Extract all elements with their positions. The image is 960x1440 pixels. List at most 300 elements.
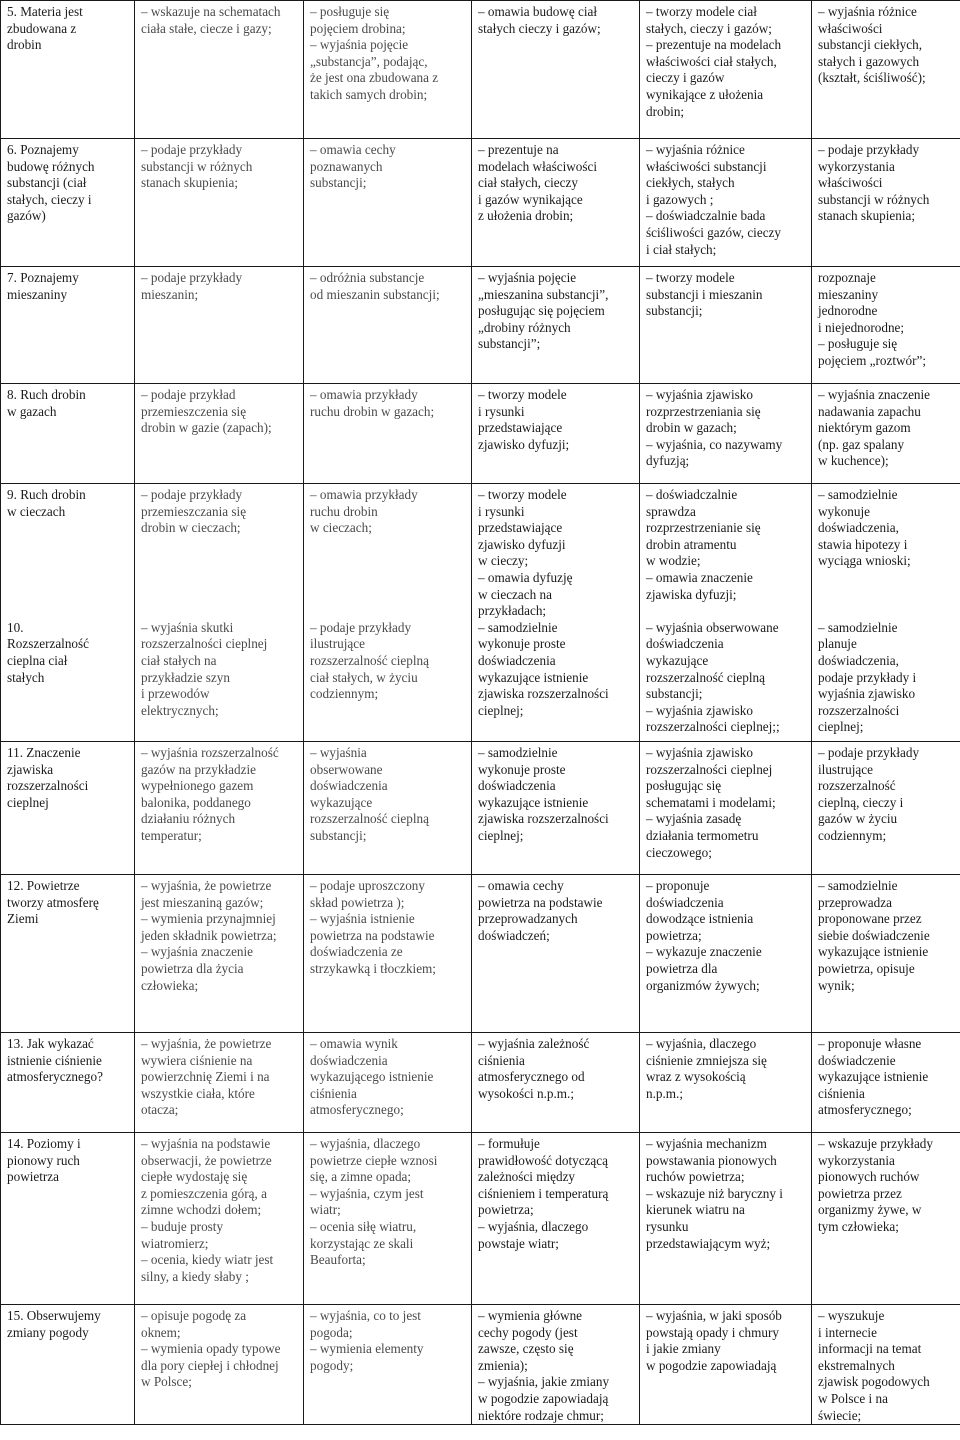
cell-text-line: i internecie — [818, 1324, 877, 1340]
cell-text-line: właściwości — [818, 175, 883, 191]
cell-text-line: przemieszczenia się — [141, 403, 247, 419]
cell-requirements-level-2 — [304, 1305, 472, 1425]
cell-text-line — [818, 570, 956, 587]
cell-text-line: – wyjaśnia, co nazywamy — [646, 436, 783, 452]
cell-text-line — [141, 587, 299, 604]
cell-text-line: Ziemi — [7, 911, 39, 927]
cell-text-line: i niejednorodne; — [818, 319, 905, 335]
cell-text-line: przykładzie szyn — [141, 669, 230, 685]
cell-text-line: wyjaśnia zjawisko — [818, 686, 916, 702]
cell-text-line: doświadczenia — [310, 1052, 388, 1068]
cell-text-line: wraz z wysokością — [646, 1069, 746, 1085]
cell-requirements-level-3 — [472, 742, 640, 875]
cell-text-line: wykonuje — [818, 503, 871, 519]
cell-text-line: stanach skupienia; — [141, 175, 239, 191]
cell-text-line: rozszerzalności cieplnej — [646, 761, 773, 777]
cell-text-line: ciekłych, stałych — [646, 175, 735, 191]
cell-text-line: atmosferycznego? — [7, 1069, 103, 1085]
cell-text-line: ciepłe wydostaję się — [141, 1169, 248, 1185]
cell-text-line: – ocenia, kiedy wiatr jest — [141, 1252, 274, 1268]
cell-text-line: – omawia budowę ciał — [478, 4, 598, 19]
cell-text-line: – doświadczalnie bada — [646, 208, 766, 224]
cell-text-line — [7, 570, 130, 587]
cell-requirements-level-3 — [472, 384, 640, 484]
cell-text-line: atmosferycznego od — [478, 1069, 585, 1085]
cell-text-line — [310, 570, 467, 587]
cell-text-line: – wyjaśnia, co to jest — [310, 1308, 421, 1323]
cell-text-line: przemieszczania się — [141, 503, 247, 519]
cell-text-line: ilustrujące — [818, 761, 873, 777]
cell-text-line: wykazujące istnienie — [478, 794, 589, 810]
cell-text-line: ruchu drobin — [310, 503, 378, 519]
cell-lesson-topic — [1, 484, 135, 742]
cell-text-line: pojęciem „roztwór”; — [818, 352, 927, 368]
cell-text-line: – samodzielnie — [478, 745, 558, 760]
cell-text-line: drobin; — [646, 103, 685, 119]
cell-text-line: ruchu drobin w gazach; — [310, 403, 435, 419]
cell-text-line: cieplnej; — [478, 827, 524, 843]
cell-text-line — [310, 553, 467, 570]
table-row — [1, 484, 960, 742]
cell-text-line: w gazach — [7, 403, 57, 419]
cell-requirements-level-1 — [135, 875, 304, 1033]
cell-text-line: (np. gaz spalany — [818, 436, 905, 452]
cell-text-line: stałych, cieczy i gazów; — [646, 20, 772, 36]
cell-text-line: – podaje przykłady — [310, 619, 412, 635]
cell-text-line: z pomieszczenia górą, a — [141, 1185, 267, 1201]
cell-text-line: wykazujące istnienie — [818, 944, 929, 960]
cell-requirements-level-3 — [472, 1133, 640, 1305]
cell-requirements-level-3 — [472, 1, 640, 139]
cell-lesson-topic — [1, 384, 135, 484]
cell-text-line: przedstawiające — [478, 520, 563, 536]
cell-text-line: drobin — [7, 37, 42, 53]
cell-text-line: – podaje przykład — [141, 387, 236, 402]
cell-text-line: stałych — [7, 669, 45, 685]
cell-text-line: – wyjaśnia — [310, 745, 367, 760]
cell-requirements-level-4 — [640, 1305, 812, 1425]
cell-text-line: od mieszanin substancji; — [310, 286, 440, 302]
cell-requirements-level-1 — [135, 1305, 304, 1425]
cell-requirements-level-4 — [640, 139, 812, 267]
cell-text-line: atmosferycznego; — [818, 1102, 912, 1118]
cell-requirements-level-3 — [472, 875, 640, 1033]
cell-text-line: doświadczenia — [478, 652, 556, 668]
cell-text-line: ekstremalnych — [818, 1357, 895, 1373]
cell-text-line: – omawia cechy — [478, 878, 564, 893]
cell-text-line: – wyjaśnia zasadę — [646, 811, 742, 827]
cell-text-line: zjawiska — [7, 761, 54, 777]
cell-text-line: cieczowego; — [646, 844, 712, 860]
cell-text-line: wywiera ciśnienie na — [141, 1052, 253, 1068]
cell-text-line: rozszerzalność cieplną — [310, 811, 429, 827]
cell-lesson-topic — [1, 742, 135, 875]
cell-text-line: drobin w gazie (zapach); — [141, 420, 272, 436]
cell-requirements-level-2 — [304, 875, 472, 1033]
table-row — [1, 1305, 960, 1425]
cell-text-line: substancji w różnych — [818, 191, 930, 207]
cell-text-line: zawsze, często się — [478, 1341, 574, 1357]
cell-text-line: ciśnienia — [818, 1085, 865, 1101]
cell-text-line: wiatr; — [310, 1202, 341, 1218]
cell-requirements-level-3 — [472, 1305, 640, 1425]
cell-text-line: wynikające z ułożenia — [646, 86, 764, 102]
cell-text-line — [646, 603, 807, 620]
cell-text-line: – podaje przykłady — [141, 142, 243, 157]
cell-text-line: – wymienia główne — [478, 1308, 583, 1323]
cell-requirements-level-1 — [135, 267, 304, 384]
cell-text-line: wykazujące istnienie — [818, 1069, 929, 1085]
cell-text-line: – wyjaśnia, dlaczego — [646, 1036, 757, 1051]
cell-text-line: jest mieszaniną gazów; — [141, 894, 264, 910]
cell-text-line: – odróżnia substancje — [310, 270, 425, 285]
cell-text-line: – wyjaśnia pojęcie — [478, 270, 577, 285]
cell-text-line: powietrza, opisuje — [818, 960, 915, 976]
cell-text-line: niektóre rodzaje chmur; — [478, 1407, 604, 1423]
cell-text-line: powietrza dla — [646, 960, 718, 976]
cell-text-line: – wyjaśnia, że powietrze — [141, 878, 272, 893]
cell-requirements-level-5 — [812, 1033, 960, 1133]
cell-text-line: – ocenia siłę wiatru, — [310, 1218, 417, 1234]
cell-text-line: mieszanin; — [141, 286, 199, 302]
table-row — [1, 1, 960, 139]
cell-text-line: wykorzystania — [818, 158, 895, 174]
cell-text-line: – prezentuje na — [478, 142, 559, 157]
cell-text-line: zjawisko dyfuzji — [478, 536, 566, 552]
cell-text-line: siebie doświadczenie — [818, 927, 930, 943]
cell-requirements-level-1 — [135, 384, 304, 484]
cell-text-line: oknem; — [141, 1324, 181, 1340]
cell-text-line: rozprzestrzeniania się — [646, 403, 761, 419]
cell-text-line: wyciąga wnioski; — [818, 553, 911, 569]
cell-text-line: i gazów wynikające — [478, 191, 583, 207]
cell-text-line: – wyjaśnia, jakie zmiany — [478, 1374, 610, 1390]
cell-lesson-topic — [1, 1033, 135, 1133]
cell-text-line: posługując się — [646, 778, 722, 794]
cell-text-line: – formułuje — [478, 1136, 540, 1151]
cell-text-line: substancji w różnych — [141, 158, 253, 174]
cell-text-line: jednorodne — [818, 303, 878, 319]
cell-text-line: przedstawiającym wyż; — [646, 1235, 771, 1251]
cell-text-line: – wyjaśnia istnienie — [310, 911, 415, 927]
cell-text-line: temperatur; — [141, 827, 202, 843]
cell-text-line: doświadczenia ze — [310, 944, 403, 960]
cell-text-line: zjawiska rozszerzalności — [478, 811, 609, 827]
cell-text-line — [310, 603, 467, 620]
cell-text-line: – samodzielnie — [818, 487, 898, 502]
cell-text-line: substancji (ciał — [7, 175, 87, 191]
cell-lesson-topic — [1, 139, 135, 267]
cell-requirements-level-1 — [135, 742, 304, 875]
cell-text-line: przedstawiające — [478, 420, 563, 436]
cell-text-line: 12. Powietrze — [7, 878, 80, 893]
cell-text-line: – wyjaśnia mechanizm — [646, 1136, 767, 1151]
cell-requirements-level-4 — [640, 742, 812, 875]
cell-text-line: – wyjaśnia zjawisko — [646, 702, 753, 718]
cell-text-line: powstają opady i chmury — [646, 1324, 779, 1340]
cell-text-line: korzystając ze skali — [310, 1235, 414, 1251]
cell-text-line: skład powietrza ); — [310, 894, 405, 910]
cell-text-line: rozszerzalności — [818, 702, 900, 718]
cell-text-line: – posługuje się — [818, 336, 898, 352]
cell-text-line: – prezentuje na modelach — [646, 37, 782, 53]
cell-text-line — [7, 603, 130, 620]
cell-requirements-level-4 — [640, 875, 812, 1033]
cell-text-line: rozszerzalności cieplnej;; — [646, 719, 780, 735]
cell-text-line: – wyjaśnia znaczenie — [141, 944, 254, 960]
cell-requirements-level-5 — [812, 1305, 960, 1425]
cell-text-line: ciśnieniem i temperaturą — [478, 1185, 609, 1201]
cell-text-line: dyfuzją; — [646, 453, 690, 469]
cell-text-line: doświadczeń; — [478, 927, 550, 943]
cell-text-line: i ciał stałych; — [646, 241, 717, 257]
cell-text-line: sprawdza — [646, 503, 696, 519]
cell-text-line: doświadczenia — [646, 894, 724, 910]
cell-requirements-level-2 — [304, 742, 472, 875]
cell-text-line: prawidłowość dotyczącą — [478, 1152, 608, 1168]
cell-text-line: działania termometru — [646, 827, 759, 843]
cell-text-line: i gazowych ; — [646, 191, 714, 207]
cell-text-line: doświadczenia — [478, 778, 556, 794]
cell-text-line: – wyjaśnia, dlaczego — [310, 1136, 421, 1151]
cell-text-line: „mieszanina substancji”, — [478, 286, 609, 302]
cell-text-line: modelach właściwości — [478, 158, 598, 174]
cell-text-line: pionowy ruch — [7, 1152, 80, 1168]
cell-text-line: 9. Ruch drobin — [7, 487, 86, 502]
cell-text-line: – wyjaśnia rozszerzalność — [141, 745, 279, 760]
cell-text-line: – omawia przykłady — [310, 387, 418, 402]
cell-text-line: organizmy żywe, w — [818, 1202, 922, 1218]
cell-text-line: mieszaniny — [7, 286, 68, 302]
cell-text-line: Rozszerzalność — [7, 636, 90, 652]
cell-text-line: silny, a kiedy słaby ; — [141, 1268, 249, 1284]
cell-text-line: wykazujące — [646, 652, 709, 668]
cell-text-line: – wskazuje na schematach — [141, 4, 281, 19]
cell-text-line: wykonuje proste — [478, 761, 566, 777]
cell-text-line: tworzy atmosferę — [7, 894, 99, 910]
cell-text-line: doświadczenia, — [818, 652, 899, 668]
cell-text-line: – wyjaśnia, w jaki sposób — [646, 1308, 782, 1323]
cell-text-line — [7, 587, 130, 604]
cell-text-line: właściwości — [818, 20, 883, 36]
cell-requirements-level-2 — [304, 1033, 472, 1133]
cell-text-line: 11. Znaczenie — [7, 745, 81, 760]
cell-text-line: – wymienia elementy — [310, 1341, 424, 1357]
cell-text-line: – samodzielnie — [818, 619, 898, 635]
cell-text-line: dla pory ciepłej i chłodnej — [141, 1357, 279, 1373]
cell-text-line: wypełnionego gazem — [141, 778, 254, 794]
cell-text-line: ciał stałych, cieczy — [478, 175, 578, 191]
cell-text-line: drobin w gazach; — [646, 420, 737, 436]
cell-text-line: tym człowieka; — [818, 1218, 899, 1234]
cell-text-line — [310, 537, 467, 554]
cell-text-line: – podaje uproszczony — [310, 878, 425, 893]
cell-text-line: rysunku — [646, 1218, 689, 1234]
cell-requirements-level-4 — [640, 1, 812, 139]
cell-text-line: – tworzy modele — [478, 487, 567, 502]
cell-text-line: ciała stałe, ciecze i gazy; — [141, 20, 272, 36]
cell-text-line: – podaje przykłady — [141, 487, 243, 502]
cell-text-line: podaje przykłady i — [818, 669, 917, 685]
cell-text-line: stałych i gazowych — [818, 53, 920, 69]
cell-requirements-level-5 — [812, 875, 960, 1033]
cell-text-line: – wyjaśnia pojęcie — [310, 37, 409, 53]
cell-requirements-level-4 — [640, 384, 812, 484]
cell-text-line: 8. Ruch drobin — [7, 387, 86, 402]
cell-text-line: rozszerzalności — [7, 778, 89, 794]
cell-text-line: że jest ona zbudowana z — [310, 70, 439, 86]
cell-text-line: – omawia wynik — [310, 1036, 398, 1051]
cell-text-line: zbudowana z — [7, 20, 77, 36]
cell-text-line: gazów w życiu — [818, 811, 898, 827]
cell-text-line: stanach skupienia; — [818, 208, 916, 224]
cell-text-line: drobin atramentu — [646, 536, 737, 552]
cell-text-line: „substancja”, podając, — [310, 53, 428, 69]
cell-text-line: stawia hipotezy i — [818, 536, 908, 552]
cell-requirements-level-3 — [472, 484, 640, 742]
cell-text-line: wykazującego istnienie — [310, 1069, 434, 1085]
cell-text-line: w cieczach; — [310, 520, 372, 536]
cell-text-line: doświadczenia — [310, 778, 388, 794]
cell-text-line: codziennym; — [310, 686, 379, 702]
cell-text-line: substancji; — [310, 175, 367, 191]
cell-text-line: powstaje wiatr; — [478, 1235, 559, 1251]
cell-requirements-level-5 — [812, 1, 960, 139]
cell-text-line: – podaje przykłady — [818, 142, 920, 157]
cell-lesson-topic — [1, 1, 135, 139]
cell-text-line: rozszerzalność cieplną — [646, 669, 765, 685]
cell-text-line: 14. Poziomy i — [7, 1136, 81, 1151]
table-row — [1, 875, 960, 1033]
cell-text-line — [7, 537, 130, 554]
cell-text-line: w wodzie; — [646, 553, 701, 569]
cell-text-line: Beauforta; — [310, 1252, 366, 1268]
cell-requirements-level-1 — [135, 1, 304, 139]
cell-text-line — [310, 587, 467, 604]
cell-text-line — [818, 587, 956, 604]
cell-text-line: – omawia cechy — [310, 142, 396, 157]
cell-text-line: pogoda; — [310, 1324, 353, 1340]
cell-text-line: takich samych drobin; — [310, 86, 428, 102]
cell-text-line: substancji ciekłych, — [818, 37, 923, 53]
cell-text-line: cieplnej — [7, 794, 49, 810]
cell-text-line: – omawia przykłady — [310, 487, 418, 502]
cell-text-line: „drobiny różnych — [478, 319, 571, 335]
cell-text-line: przeprowadzanych — [478, 911, 578, 927]
cell-text-line: proponowane przez — [818, 911, 922, 927]
cell-lesson-topic — [1, 875, 135, 1033]
cell-text-line: – wyjaśnia skutki — [141, 619, 234, 635]
cell-text-line: – omawia znaczenie — [646, 569, 753, 585]
cell-text-line: 10. — [7, 619, 24, 635]
cell-text-line: zjawiska dyfuzji; — [646, 586, 737, 602]
cell-text-line: powietrza na podstawie — [310, 927, 435, 943]
cell-text-line: powietrza przez — [818, 1185, 902, 1201]
cell-text-line: – wyjaśnia na podstawie — [141, 1136, 271, 1151]
cell-text-line: codziennym; — [818, 827, 887, 843]
cell-text-line: właściwości ciał stałych, — [646, 53, 777, 69]
cell-text-line: substancji; — [310, 827, 367, 843]
cell-text-line: obserwacji, że powietrze — [141, 1152, 272, 1168]
cell-text-line: w cieczy; — [478, 553, 529, 569]
cell-requirements-level-1 — [135, 1033, 304, 1133]
cell-text-line: ściśliwości gazów, cieczy — [646, 224, 781, 240]
cell-text-line: kierunek wiatru na — [646, 1202, 745, 1218]
cell-text-line: przykładach; — [478, 603, 547, 619]
cell-text-line: – wyszukuje — [818, 1308, 885, 1323]
cell-requirements-level-5 — [812, 742, 960, 875]
table-body — [1, 1, 960, 1425]
cell-text-line: 13. Jak wykazać — [7, 1036, 94, 1051]
cell-text-line: pogody; — [310, 1357, 354, 1373]
cell-text-line: i rysunki — [478, 503, 525, 519]
cell-text-line: rozprzestrzenianie się — [646, 520, 761, 536]
cell-requirements-level-1 — [135, 484, 304, 742]
cell-requirements-level-5 — [812, 267, 960, 384]
cell-text-line: otacza; — [141, 1102, 179, 1118]
cell-text-line: działaniu różnych — [141, 811, 236, 827]
cell-requirements-level-2 — [304, 1133, 472, 1305]
cell-requirements-level-2 — [304, 384, 472, 484]
cell-text-line: wykazujące — [310, 794, 373, 810]
table-row — [1, 139, 960, 267]
cell-text-line: zimne wchodzi dołem; — [141, 1202, 262, 1218]
cell-text-line: wysokości n.p.m.; — [478, 1085, 574, 1101]
cell-text-line: wynik; — [818, 977, 855, 993]
cell-text-line: informacji na temat — [818, 1341, 922, 1357]
cell-requirements-level-5 — [812, 139, 960, 267]
cell-text-line: jeden składnik powietrza; — [141, 927, 277, 943]
cell-text-line: ciśnienia — [310, 1085, 357, 1101]
cell-text-line: wykazujące istnienie — [478, 669, 589, 685]
cell-text-line: – doświadczalnie — [646, 487, 738, 502]
cell-text-line: – podaje przykłady — [818, 745, 920, 760]
cell-requirements-level-5 — [812, 384, 960, 484]
cell-text-line: cieplna ciał — [7, 652, 68, 668]
cell-text-line: 7. Poznajemy — [7, 270, 79, 285]
cell-text-line: w cieczach na — [478, 586, 552, 602]
cell-lesson-topic — [1, 1133, 135, 1305]
cell-text-line: pionowych ruchów — [818, 1169, 920, 1185]
cell-text-line: strzykawką i tłoczkiem; — [310, 960, 436, 976]
cell-text-line: – wyjaśnia zjawisko — [646, 745, 753, 760]
cell-text-line: powietrza na podstawie — [478, 894, 603, 910]
cell-requirements-level-4 — [640, 484, 812, 742]
cell-text-line: doświadczenia, — [818, 520, 899, 536]
cell-lesson-topic — [1, 267, 135, 384]
cell-text-line: ilustrujące — [310, 636, 365, 652]
cell-text-line: stałych cieczy i gazów; — [478, 20, 601, 36]
cell-text-line — [141, 537, 299, 554]
cell-text-line: rozpoznaje — [818, 270, 876, 285]
cell-text-line: stałych, cieczy i — [7, 191, 92, 207]
cell-text-line: organizmów żywych; — [646, 977, 760, 993]
cell-text-line: – tworzy modele — [646, 270, 735, 285]
cell-lesson-topic — [1, 1305, 135, 1425]
cell-text-line: właściwości substancji — [646, 158, 767, 174]
cell-text-line: cieczy i gazów — [646, 70, 725, 86]
cell-requirements-level-1 — [135, 1133, 304, 1305]
cell-text-line: zjawiska rozszerzalności — [478, 686, 609, 702]
cell-text-line: schematami i modelami; — [646, 794, 776, 810]
cell-text-line: – omawia dyfuzję — [478, 569, 573, 585]
cell-text-line: – wskazuje niż baryczny i — [646, 1185, 783, 1201]
cell-text-line: – proponuje własne — [818, 1036, 922, 1051]
cell-text-line: 5. Materia jest — [7, 4, 83, 19]
cell-text-line: – tworzy modele ciał — [646, 4, 757, 19]
cell-requirements-level-4 — [640, 1133, 812, 1305]
cell-text-line: i przewodów — [141, 686, 210, 702]
